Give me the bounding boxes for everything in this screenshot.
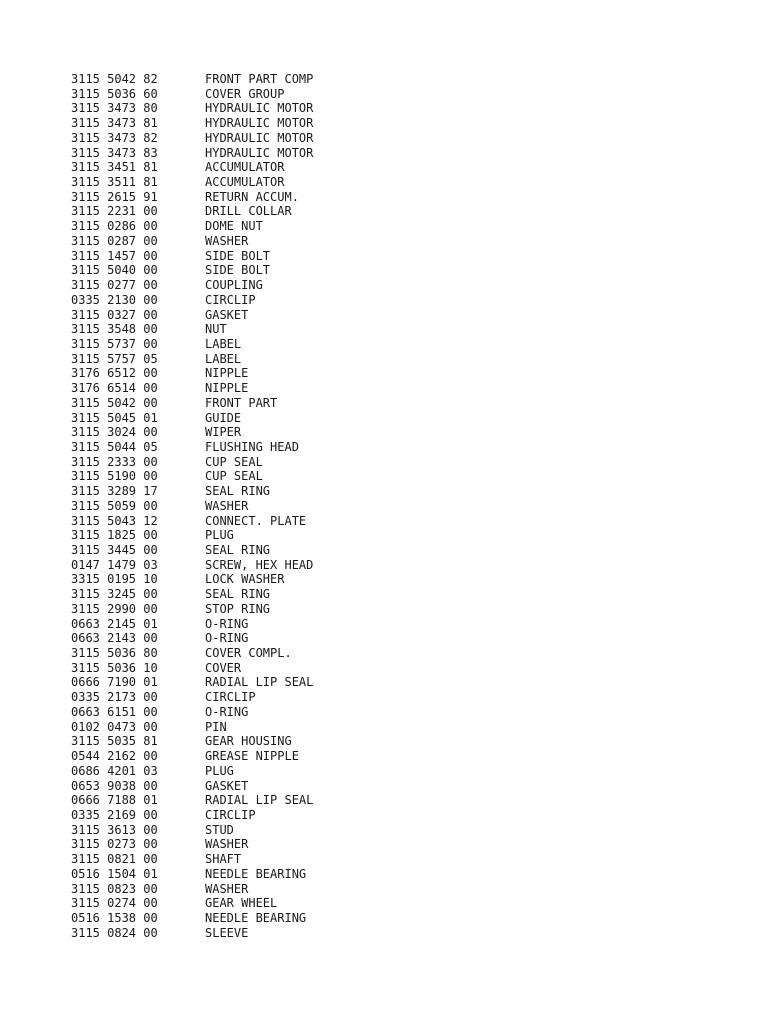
part-number: 3115 3473 80 (71, 101, 158, 116)
parts-row (71, 131, 313, 146)
part-description: CIRCLIP (205, 292, 256, 307)
parts-row (71, 558, 313, 573)
part-number: 3115 0273 00 (71, 837, 158, 852)
part-number: 3115 3445 00 (71, 543, 158, 557)
part-description: PLUG (205, 763, 234, 778)
part-description: O-RING (205, 704, 249, 719)
part-number: 3115 0327 00 (71, 307, 158, 322)
part-number: 3115 5036 10 (71, 660, 158, 675)
parts-row (71, 190, 313, 205)
parts-row (71, 469, 313, 484)
parts-row (71, 249, 313, 264)
part-description: WASHER (205, 881, 249, 896)
part-number: 3115 3511 81 (71, 175, 158, 190)
part-description: RADIAL LIP SEAL (205, 793, 314, 808)
part-number: 3115 5059 00 (71, 498, 158, 513)
parts-row (71, 749, 313, 764)
parts-row (71, 572, 313, 587)
part-number: 3115 0274 00 (71, 896, 158, 911)
parts-row (71, 455, 313, 470)
part-number: 0102 0473 00 (71, 719, 158, 734)
part-description: LOCK WASHER (205, 572, 285, 587)
parts-row (71, 705, 313, 720)
parts-row (71, 293, 313, 308)
parts-row (71, 263, 313, 278)
part-number: 3115 5035 81 (71, 734, 158, 749)
part-description: GEAR HOUSING (205, 734, 292, 749)
part-number: 0335 2173 00 (71, 690, 158, 705)
part-description: LABEL (205, 351, 242, 366)
parts-row (71, 175, 313, 190)
part-number: 3115 3473 82 (71, 130, 158, 145)
part-description: DRILL COLLAR (205, 204, 292, 219)
parts-row (71, 146, 313, 161)
parts-row (71, 926, 313, 941)
parts-row (71, 308, 313, 323)
part-number: 0686 4201 03 (71, 763, 158, 778)
part-number: 3115 3613 00 (71, 822, 158, 837)
part-number: 3115 1825 00 (71, 528, 158, 543)
parts-row (71, 396, 313, 411)
part-number: 3315 0195 10 (71, 572, 158, 587)
part-number: 0663 2143 00 (71, 631, 158, 646)
part-description: CIRCLIP (205, 807, 256, 822)
part-number: 0335 2130 00 (71, 292, 158, 307)
part-description: STUD (205, 822, 234, 837)
part-number: 3115 0287 00 (71, 233, 158, 248)
part-description: GASKET (205, 778, 249, 793)
parts-row (71, 720, 313, 735)
parts-list (71, 72, 313, 940)
part-description: CUP SEAL (205, 454, 263, 469)
part-number: 0516 1504 01 (71, 866, 158, 881)
part-description: SIDE BOLT (205, 263, 271, 278)
parts-row (71, 646, 313, 661)
part-description: STOP RING (205, 601, 271, 616)
part-number: 3115 0286 00 (71, 219, 158, 234)
part-description: NEEDLE BEARING (205, 866, 307, 881)
part-number: 3176 6514 00 (71, 381, 158, 396)
part-description: FRONT PART COMP (205, 72, 314, 86)
part-number: 3115 0821 00 (71, 852, 158, 867)
part-description: HYDRAULIC MOTOR (205, 116, 314, 131)
part-description: NUT (205, 322, 227, 337)
part-number: 3115 0824 00 (71, 925, 158, 940)
part-number: 3115 2231 00 (71, 204, 158, 219)
part-number: 3115 1457 00 (71, 248, 158, 263)
parts-row (71, 528, 313, 543)
parts-row (71, 234, 313, 249)
part-number: 3115 2615 91 (71, 189, 158, 204)
part-description: GEAR WHEEL (205, 896, 278, 911)
parts-row (71, 896, 313, 911)
parts-row (71, 675, 313, 690)
parts-row (71, 499, 313, 514)
part-number: 3115 5737 00 (71, 336, 158, 351)
parts-row (71, 793, 313, 808)
part-number: 0666 7188 01 (71, 793, 158, 808)
part-number: 0653 9038 00 (71, 778, 158, 793)
parts-row (71, 72, 313, 87)
part-description: SEAL RING (205, 484, 271, 499)
part-description: HYDRAULIC MOTOR (205, 130, 314, 145)
part-number: 0663 2145 01 (71, 616, 158, 631)
part-description: LABEL (205, 336, 242, 351)
part-description: WIPER (205, 425, 242, 440)
part-description: GASKET (205, 307, 249, 322)
parts-row (71, 411, 313, 426)
part-description: RADIAL LIP SEAL (205, 675, 314, 690)
parts-row (71, 543, 313, 558)
parts-row (71, 911, 313, 926)
parts-row (71, 484, 313, 499)
part-number: 3115 3473 81 (71, 116, 158, 131)
parts-row (71, 219, 313, 234)
parts-row (71, 779, 313, 794)
part-number: 3115 5042 00 (71, 395, 158, 410)
part-description: ACCUMULATOR (205, 175, 285, 190)
part-description: FLUSHING HEAD (205, 439, 299, 454)
parts-row (71, 278, 313, 293)
part-number: 3115 5045 01 (71, 410, 158, 425)
part-description: O-RING (205, 631, 249, 646)
part-description: HYDRAULIC MOTOR (205, 145, 314, 160)
part-number: 3115 5036 60 (71, 86, 158, 101)
part-number: 3115 5042 82 (71, 72, 158, 86)
part-number: 3115 2333 00 (71, 454, 158, 469)
parts-row (71, 101, 313, 116)
parts-row (71, 823, 313, 838)
part-number: 3115 0277 00 (71, 278, 158, 293)
part-number: 3115 5040 00 (71, 263, 158, 278)
part-description: SEAL RING (205, 587, 271, 602)
part-description: RETURN ACCUM. (205, 189, 299, 204)
parts-row (71, 587, 313, 602)
part-description: NIPPLE (205, 381, 249, 396)
parts-row (71, 160, 313, 175)
part-number: 3115 3024 00 (71, 425, 158, 440)
part-description: COUPLING (205, 278, 263, 293)
part-number: 0663 6151 00 (71, 704, 158, 719)
part-number: 3115 0823 00 (71, 881, 158, 896)
part-description: GREASE NIPPLE (205, 749, 299, 764)
parts-row (71, 882, 313, 897)
parts-row (71, 808, 313, 823)
part-number: 0516 1538 00 (71, 910, 158, 925)
part-number: 3115 3451 81 (71, 160, 158, 175)
part-number: 3176 6512 00 (71, 366, 158, 381)
part-description: SHAFT (205, 852, 242, 867)
parts-row (71, 514, 313, 529)
part-number: 3115 5190 00 (71, 469, 158, 484)
parts-row (71, 661, 313, 676)
parts-row (71, 690, 313, 705)
part-description: WASHER (205, 498, 249, 513)
parts-row (71, 425, 313, 440)
parts-row (71, 116, 313, 131)
parts-row (71, 366, 313, 381)
part-description: SIDE BOLT (205, 248, 271, 263)
part-description: ACCUMULATOR (205, 160, 285, 175)
part-description: COVER (205, 660, 242, 675)
part-description: CONNECT. PLATE (205, 513, 307, 528)
parts-row (71, 764, 313, 779)
parts-row (71, 87, 313, 102)
parts-row (71, 337, 313, 352)
parts-row (71, 381, 313, 396)
part-number: 3115 3548 00 (71, 322, 158, 337)
part-description: SEAL RING (205, 543, 271, 557)
parts-row (71, 837, 313, 852)
parts-row (71, 602, 313, 617)
parts-row (71, 631, 313, 646)
part-description: FRONT PART (205, 395, 278, 410)
part-number: 3115 5036 80 (71, 646, 158, 661)
part-number: 0544 2162 00 (71, 749, 158, 764)
part-description: GUIDE (205, 410, 242, 425)
part-description: COVER COMPL. (205, 646, 292, 661)
part-description: PLUG (205, 528, 234, 543)
part-number: 0335 2169 00 (71, 807, 158, 822)
part-description: SLEEVE (205, 925, 249, 940)
part-description: WASHER (205, 837, 249, 852)
part-number: 3115 3473 83 (71, 145, 158, 160)
part-description: NEEDLE BEARING (205, 910, 307, 925)
part-number: 3115 3245 00 (71, 587, 158, 602)
part-description: CIRCLIP (205, 690, 256, 705)
parts-row (71, 204, 313, 219)
part-number: 3115 5043 12 (71, 513, 158, 528)
part-description: HYDRAULIC MOTOR (205, 101, 314, 116)
part-number: 0147 1479 03 (71, 557, 158, 572)
part-number: 3115 2990 00 (71, 601, 158, 616)
part-description: COVER GROUP (205, 86, 285, 101)
parts-row (71, 852, 313, 867)
parts-row (71, 617, 313, 632)
part-description: NIPPLE (205, 366, 249, 381)
parts-row (71, 440, 313, 455)
part-number: 3115 3289 17 (71, 484, 158, 499)
parts-row (71, 734, 313, 749)
part-description: WASHER (205, 233, 249, 248)
part-description: DOME NUT (205, 219, 263, 234)
parts-row (71, 352, 313, 367)
part-description: O-RING (205, 616, 249, 631)
parts-row (71, 322, 313, 337)
part-description: CUP SEAL (205, 469, 263, 484)
part-description: PIN (205, 719, 227, 734)
part-number: 3115 5044 05 (71, 439, 158, 454)
part-number: 3115 5757 05 (71, 351, 158, 366)
part-description: SCREW, HEX HEAD (205, 557, 314, 572)
part-number: 0666 7190 01 (71, 675, 158, 690)
parts-row (71, 867, 313, 882)
